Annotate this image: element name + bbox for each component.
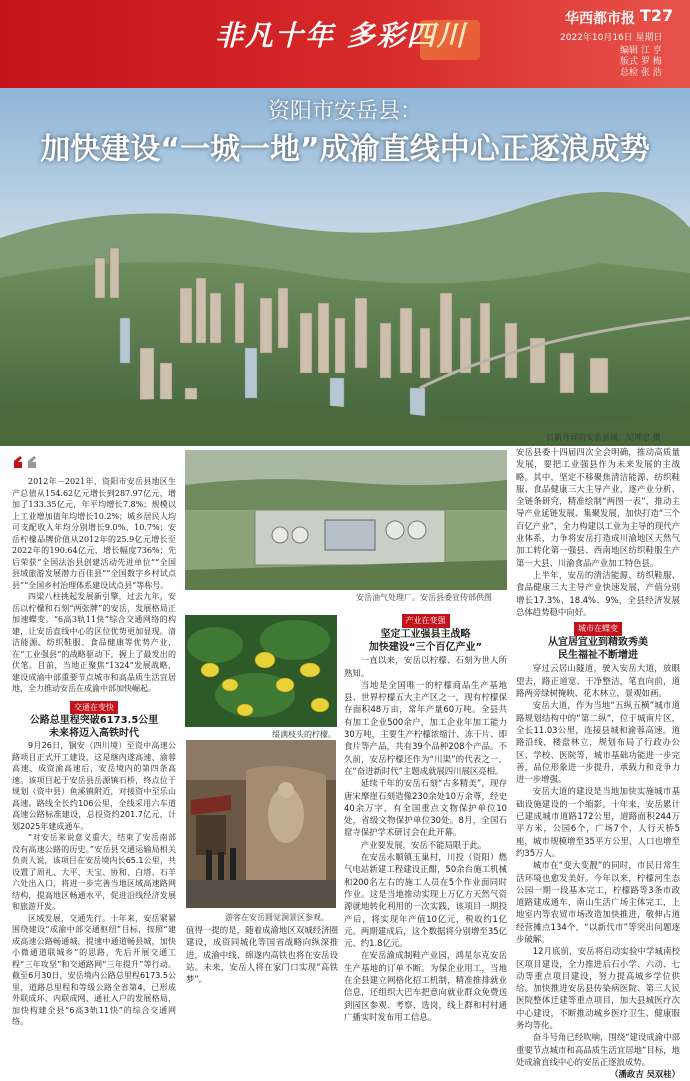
staff-credits (620, 46, 662, 79)
main-photo-caption: 日新月异的安岳县城。吴坤忠 摄 (546, 433, 661, 442)
industry-paragraph: 延续千年的安岳石刻“古多精美”，现存唐宋摩崖石刻造像230余处10万余尊，经史40余万字，有全国重点文物保护单位10处，省级文物保护单位30处。8月，全国石窟寺保护学术研讨会在此开幕。 (344, 778, 507, 838)
industry-paragraph: 安岳县委十四届四次全会明确，推动高质量发展，要把工业强县作为未来发展的主战略。其中，坚定不移聚焦清洁能源、纺织鞋服、食品健康三大主导产业，逐产业分析、全链条研究，精准绘制“两图一表”，推动主导产业延链发展、集聚发展，加快打造“三个百亿产业”，全力构建以工业为主导的现代产业体系，力争将安岳打造成川渝地区天然气加工转化第一强县、西南地区纺织鞋服生产第一大县、川渝食品产业加工特色县。 (516, 447, 680, 568)
industry-paragraph: 上半年，安岳的清洁能源、纺织鞋服、食品健康三大主导产业快速发展，产值分别增长17.3%、18.4%、9%，全县经济发展总体趋势稳中向好。 (516, 569, 680, 617)
staff-layout: 版式 罗 梅 (620, 57, 662, 67)
transport-continued (186, 924, 338, 1044)
newspaper-name: 华西都市报 (565, 11, 635, 27)
oil-plant-caption: 安岳油气处理厂。安岳县委宣传部供图 (356, 593, 492, 602)
intro-paragraph: 2012年－2021年，资阳市安岳县地区生产总值从154.62亿元增长到287.97亿元，增加了133.35亿元，年平均增长7.8%；规模以上工业增加值年均增长10.2%；城乡居民人均可支配收入年均分别增长9.0%、10.7%；安岳柠檬品牌价值从2012年的25.9亿元增长至2022年的190.64亿元，增长幅度736%；先后荣获“全国法治县创建活动先进单位”“全国县域旅游发展潜力百佳县”“全国数字乡村试点县”“全国乡村治理体系建设试点县”等称号。 (12, 477, 176, 590)
transport-paragraph: “对安岳来说意义重大，结束了安岳南部没有高速公路的历史。”安岳县交通运输局相关负责人说，该项目在安岳境内长65.1公里，共设置了周礼、大平、天宝、协和、白塔、石羊六处出入口，将进一步完善当地区域高速路网结构，提高地区畅通水平，促进沿线经济发展和旅游开发。 (12, 833, 176, 911)
industry-paragraph: 产业要发展，安岳不能局限于此。 (360, 839, 487, 850)
transport-paragraph: 9月26日，铜安（四川境）至资中高速公路项目正式开工建设，这是继内遂高速、渝蓉高速、成资渝高速后，安岳境内的第四条高速。该项目起于安岳县岳源镇石桥，终点位于规划（资中县）鱼溪镇附近，对接资中至乐山高速。路线全长约106公里，全线采用六车道高速公路标准建设，总投资约201.7亿元，计划2025年建成通车。 (12, 741, 176, 831)
lemon-caption: 缀满枝头的柠檬。 (272, 730, 336, 739)
section-title-city: 从宜居宜业到精致秀美 (548, 637, 648, 649)
page-number: T27 (640, 6, 674, 25)
staff-editor: 编辑 江 亨 (620, 46, 662, 56)
industry-paragraph: 在安岳渝成制鞋产业园，鸿星尔克安岳生产基地的订单不断。为保企业用工，当地在全县建立网格化招工机制，精准推排就业信息，还组织大巴车把意向就业群众免费送到园区参观、考察、选岗，线上群和村村通广播实时发布用工信息。 (344, 950, 507, 1022)
city-paragraph: 安岳大道，作为当地“五纵五横”城市道路规划结构中的“第二纵”，位于城南片区，全长11.03公里，连接县城和渝蓉高速。道路沿线，楼盘林立，规划布局了行政办公区、学校、医院等，城市基础功能进一步完善，品位形象进一步提升，承载力和竞争力进一步增强。 (516, 700, 680, 785)
quote-mark-icon (12, 454, 42, 474)
section-tag-city: 城市在蝶变 (574, 622, 622, 636)
transport-paragraph: 值得一提的是，随着成渝地区双城经济圈建设，成资同城化等国省战略向纵深推进，成渝中线、绵遂内高铁也将在安岳设站。未来，安岳人将在家门口实现“高铁梦”。 (186, 925, 338, 985)
column-banner-title: 非凡十年 多彩四川 (215, 19, 467, 52)
temple-caption: 游客在安岳圆觉洞景区参观。 (225, 913, 329, 922)
section-title-transport: 公路总里程突破6173.5公里 (29, 715, 159, 726)
city-paragraph: 穿过云居山隧道，驶入安岳大道，放眼望去，路正道宽、干净整洁，笔直向前，道路两旁绿树掩映、花木林立，景观如画。 (516, 663, 680, 699)
temple-photo (186, 740, 336, 908)
flag-decoration (420, 20, 480, 60)
city-paragraph: 安岳大道的建设是当地加快实施城市基础设施建设的一个缩影。十年来，安岳累计已建成城市道路172公里，道路面积244万平方米，公园6个，广场7个，人行天桥5座，城市规模增至35平方公里，人口也增至约35万人。 (516, 786, 680, 858)
staff-check: 总检 张 浩 (620, 68, 662, 78)
section-subtitle-city: 民生福祉不断增进 (558, 650, 638, 662)
column-industry (344, 614, 507, 1046)
publication-date: 2022年10月16日 星期日 (560, 33, 663, 43)
section-subtitle-industry: 加快建设“三个百亿产业” (368, 642, 483, 654)
section-title-industry: 坚定工业强县主战略 (380, 629, 471, 641)
article-headline: 加快建设“一城一地”成渝直线中心正逐浪成势 (40, 132, 650, 167)
section-subtitle-transport: 未来将迈入高铁时代 (49, 728, 139, 739)
article-subtitle: 资阳市安岳县： (267, 99, 422, 124)
masthead-banner (0, 0, 690, 88)
city-paragraph: 城市在“变大变靓”的同时，市民日常生活环境也愈发美好。今年以来，柠檬河生态公园一期一段基本完工，柠檬路等3条市政道路建成通车，南山生活广场主体完工，上地室内等农贸市场改造加快推进，敬伸占道经营摊点134个，“以新代市”等突出问题逐步破解。 (516, 860, 680, 944)
industry-paragraph: 在安岳永顺镇玉巢村，川投（资阳）燃气电站新建工程建设正酣，50余台施工机械和200名左右的施工人员在5个作业面同时作业。这是当地推动实现上万亿方天然气资源就地转化利用的一次实践，该项目一期投产后，将实现年产值10亿元，税收约1亿元。两期建成后，这个数据将分别增至35亿元、约1.8亿元。 (344, 852, 507, 949)
industry-paragraph: 当地是全国唯一的柠檬商品生产基地县、世界柠檬五大主产区之一，现有柠檬保存面积48万亩，常年产量60万吨。全县共有加工企业500余户，加工企业年加工能力30万吨，主要生产柠檬浓缩汁、冻干片、即食片等产品，共有39个品种208个产品。不久前，安岳柠檬还作为“川渠”的代表之一，在“奋进新时代”主题成就展四川展区亮相。 (344, 679, 507, 776)
lemon-photo (185, 615, 337, 727)
city-paragraph: 奋斗号角已经吹响，围绕“建设成渝中部重要节点城市和高品质生活宜居地”目标，地处成渝直线中心的安岳正逐浪成势。 (516, 1032, 680, 1067)
section-tag-transport: 交通在变快 (70, 701, 118, 715)
industry-paragraph: 一直以来，安岳以柠檬、石刻为世人所熟知。 (344, 655, 507, 678)
intro-paragraph-2: 四梁八柱挑起发展新引擎，过去九年，安岳以柠檬和石刻“两张牌”的安岳，发展格局正加速蝶变。“6高3轨11快”综合交通网络的构建，让安岳直线中心的区位优势更加显现。清洁能源、纺织鞋服、食品健康等优势产业，在“工业强县”的战略驱动下，握上了最发出的伏笔。目前，当地正聚焦“1324”发展战略，建设成渝中部重要节点城市和高品质生活宜居地，全力推动安岳在成渝中部加快崛起。 (12, 592, 176, 693)
column-left (12, 476, 176, 1046)
column-right (516, 446, 680, 1080)
article-byline: （潘政吉 吴双桂） (610, 1069, 680, 1080)
oil-plant-photo (185, 450, 507, 590)
section-tag-industry: 产业在变强 (402, 614, 450, 628)
transport-paragraph: 区域发展，交通先行。十年来，安岳紧紧围绕建设“成渝中部交通枢纽”目标，按照“建成高速公路畅通城，提速中通道畅县城，加快小微通道联城乡”的思路，先后开展交通工程“三年攻坚”和交通路网“三年提升”等行动。截至6月30日，安岳境内公路总里程6173.5公里，道路总里程和等级公路全省第4，已形成外联成环、内联成网、通社入户的发展格局，加快构建全县“6高3轨11快”的综合交通网络。 (12, 913, 176, 1026)
city-paragraph: 12月底前，安岳将启动实验中学城南校区项目建设，全力推进后石小学、六动、七动等重点项目建设，努力提高城乡学位供给。加快推进安岳县传染病医院、第三人民医院整体迁建等重点项目，加大县城医疗次中心建设，不断推动城乡医疗卫生、健康服务均等化。 (516, 946, 680, 1031)
